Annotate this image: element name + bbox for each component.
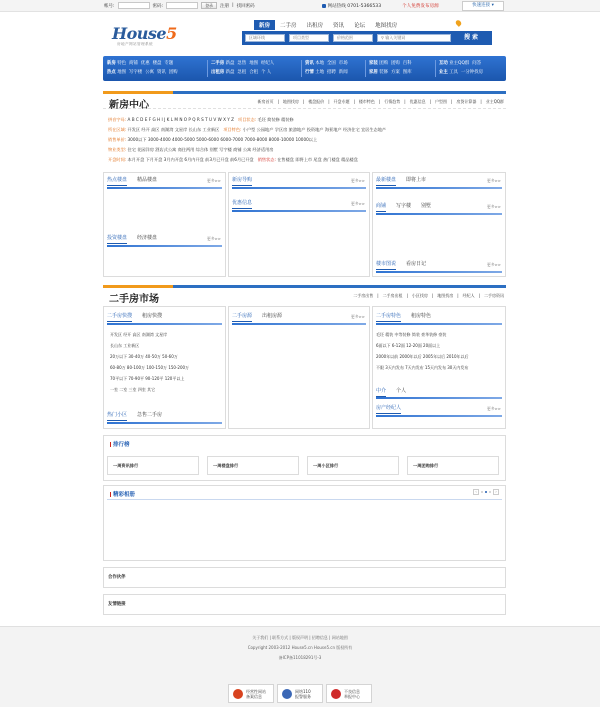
site-logo[interactable]: House5: [112, 24, 177, 43]
chevron-right-icon[interactable]: ›: [493, 489, 499, 495]
nav-link[interactable]: 新闻: [338, 70, 348, 75]
features-rows: [376, 329, 469, 373]
district-select[interactable]: 区域环线: [245, 34, 285, 42]
filter-row-price: 销售单价: 3000以下 3000-4000 4000-5000 5000-6000 6000-7000 7000-8000 8000-10000 10000以上: [108, 137, 318, 142]
nav-link[interactable]: 问答: [472, 61, 482, 66]
more-link[interactable]: 更多>>: [487, 406, 501, 411]
nav-link[interactable]: 地图: [117, 70, 126, 75]
nav-link[interactable]: 团购: [379, 61, 388, 66]
newhouse-link[interactable]: 地图找房: [282, 99, 299, 104]
tab-villas[interactable]: 别墅: [421, 203, 432, 209]
secondhand-links: 二手房出售 | 二手房出租 | 小区找房 | 地图找房 | 经纪人 | 二手房资讯: [353, 293, 504, 298]
nav-link[interactable]: 公寓: [145, 70, 154, 75]
friendlinks-title: 友情链接: [108, 602, 126, 607]
more-link[interactable]: 更多>>: [487, 178, 501, 183]
chevron-down-icon: ▾: [491, 3, 494, 8]
phone-icon: [322, 4, 326, 8]
list-item[interactable]: 一室 二室 三室 四室 其它: [110, 387, 156, 392]
quicksearch-rows: [110, 329, 189, 395]
tab-economy-buildings[interactable]: 经济楼盘: [137, 235, 158, 241]
nav-link[interactable]: 方案: [391, 70, 400, 75]
account-input[interactable]: [118, 2, 150, 9]
secondhand-box-quicksearch: [103, 306, 226, 429]
nav-link[interactable]: 招聘: [327, 70, 336, 75]
newhouse-link[interactable]: 行情趋势: [384, 99, 401, 104]
secondhand-link[interactable]: 二手房出租: [382, 293, 403, 298]
forgot-password-link[interactable]: 找回密码: [236, 3, 255, 9]
tab-individual[interactable]: 个人: [396, 388, 407, 394]
tab-secondhand-features[interactable]: 二手房特色: [376, 312, 401, 322]
filter-row-opening: 开盘时间: 本月开盘 下月开盘 3月内开盘 6月内开盘 前3月已开盘 前6月已开盘 销售状态: 在售楼盘 即将上市 尾盘 热门楼盘 精品楼盘: [108, 157, 358, 162]
secondhand-header: [103, 285, 506, 305]
nav-link[interactable]: 市场: [338, 61, 348, 66]
tab-agency[interactable]: 中介: [376, 387, 386, 397]
nav-link[interactable]: 土地: [315, 70, 324, 75]
newhouse-links: 新房首页 | 地图找房 | 楼盘报价 | 开盘专题 | 楼市特色 | 行情趋势 | 优惠信息 | 户型图 | 房贷计算器 | 业主QQ群: [257, 99, 504, 104]
more-link[interactable]: 更多>>: [351, 314, 365, 319]
list-item[interactable]: 2000年以前 2000年以后 2005年以后 2010年以后: [376, 354, 469, 359]
login-form: 帐号: 密码: 登录 注册 | 找回密码: [104, 3, 255, 9]
nav-link[interactable]: 急租: [237, 70, 247, 75]
main-nav: [103, 56, 506, 81]
more-link[interactable]: 更多>>: [207, 236, 221, 241]
list-item[interactable]: 长山东 工业新区: [110, 343, 140, 348]
tab-map[interactable]: 地图找房: [375, 23, 398, 29]
search-tabs: [254, 20, 402, 30]
tab-secondhand[interactable]: 二手房: [280, 23, 297, 29]
more-link[interactable]: 更多>>: [487, 204, 501, 209]
filter-row-district: 所在区域: 开发区 经开 高区 南湖湾 文星岸 长山东 工业新区 项目特色: 小户型 公园地产 学区房 旅游地产 投资地产 海景地产 经济住宅 宜居生态地产: [108, 127, 387, 132]
tab-hot-buildings[interactable]: 热点楼盘: [107, 176, 127, 186]
report-icon: [331, 689, 341, 699]
ranking-item[interactable]: 一周资讯排行: [107, 456, 199, 475]
pager-dot[interactable]: [485, 491, 487, 493]
nav-link[interactable]: 全国: [327, 61, 336, 66]
filter-row-pinyin: 拼音字母: A B C D E F G H I J K L M N O P Q R S T U V W X Y Z 项目状态: 毛坯 简装修 精装修: [108, 117, 294, 122]
nav-group-interactive: 互动 业主QQ群 问答 业主 工具 一分钟找房: [439, 61, 483, 75]
type-select[interactable]: 项目类型: [289, 34, 329, 42]
top-bar: [0, 0, 600, 12]
more-link[interactable]: 更多>>: [351, 178, 365, 183]
password-label: 密码:: [152, 3, 164, 9]
price-select[interactable]: 价格范围: [333, 34, 373, 42]
albums-section: [103, 485, 506, 561]
newhouse-box-guide: [228, 172, 370, 277]
hotline: 网站热线 0701-5366533: [322, 3, 381, 9]
quick-links-dropdown[interactable]: 快速连接 ▾: [462, 1, 504, 11]
tab-coming-soon[interactable]: 即将上市: [406, 177, 427, 183]
footer-copyright: Copyright 2003-2012 House5.cn House5.cn 版权所有: [247, 645, 353, 650]
list-item[interactable]: 6面以下 6-12面 12-20面 20面以上: [376, 343, 441, 348]
nav-group-secondhand: 二手房 新盘 急售 地图 经纪人 出租房 新盘 急租 合租 个 人: [211, 61, 275, 75]
secondhand-link[interactable]: 二手房出售: [353, 293, 374, 298]
newhouse-link[interactable]: 楼市特色: [358, 99, 375, 104]
nav-link[interactable]: 优惠: [140, 61, 150, 66]
newhouse-header: [103, 91, 506, 111]
search-button[interactable]: 搜 索: [463, 34, 479, 41]
secondhand-link[interactable]: 经纪人: [462, 293, 475, 298]
nav-link[interactable]: 团购: [391, 61, 400, 66]
tab-rental-features[interactable]: 租房特色: [411, 313, 432, 319]
search-bar: [242, 31, 492, 45]
ranking-title: 排行榜: [110, 440, 130, 448]
nav-link[interactable]: 团购: [168, 70, 178, 75]
list-item[interactable]: 60-80万 80-100万 100-150万 150-200万: [110, 365, 190, 370]
ranking-section: [103, 435, 506, 481]
nav-link[interactable]: 地图: [249, 61, 258, 66]
tab-forum[interactable]: 论坛: [354, 23, 366, 29]
ranking-item[interactable]: 一周团购排行: [407, 456, 499, 475]
more-link[interactable]: 更多>>: [487, 262, 501, 267]
newhouse-link[interactable]: 楼盘报价: [308, 99, 325, 104]
nav-link[interactable]: 商铺: [129, 61, 138, 66]
tab-news[interactable]: 资讯: [333, 23, 345, 29]
nav-group-newhouse: 新房 特色 商铺 优惠 楼盘 专题 热点 地图 写字楼 公寓 资讯 团购: [107, 61, 178, 75]
nav-group-news: 资讯 本地 全国 市场 行情 土地 招聘 新闻: [305, 61, 348, 75]
secondhand-link[interactable]: 地图找房: [437, 293, 454, 298]
password-input[interactable]: [166, 2, 198, 9]
nav-link[interactable]: 写字楼: [129, 70, 143, 75]
nav-link[interactable]: 新盘: [225, 61, 235, 66]
tab-hot-communities[interactable]: 热门小区: [107, 411, 127, 421]
secondhand-link[interactable]: 二手房资讯: [484, 293, 504, 298]
chevron-left-icon[interactable]: ‹: [473, 489, 479, 495]
tab-secondhand-listings[interactable]: 二手房源: [232, 312, 252, 322]
newhouse-link[interactable]: 新房首页: [257, 99, 274, 104]
nav-link[interactable]: 资讯: [156, 70, 166, 75]
nav-link[interactable]: 百科: [402, 61, 412, 66]
partners-section: [103, 567, 506, 588]
newhouse-link[interactable]: 开盘专题: [333, 99, 350, 104]
tab-secondhand-quicksearch[interactable]: 二手房快搜: [107, 312, 132, 322]
nav-link[interactable]: 特色: [117, 61, 126, 66]
newhouse-link[interactable]: 业主QQ群: [485, 99, 504, 104]
map-pin-icon[interactable]: [455, 19, 463, 27]
nav-link[interactable]: 楼盘: [152, 61, 162, 66]
nav-link[interactable]: 急售: [237, 61, 247, 66]
more-link[interactable]: 更多>>: [207, 178, 221, 183]
nav-link[interactable]: 一分钟找房: [461, 70, 483, 75]
nav-link[interactable]: 图库: [402, 70, 412, 75]
footer-links[interactable]: 关于我们 | 联系方式 | 版权声明 | 招聘信息 | 网站地图: [252, 635, 348, 640]
list-item[interactable]: 70平以下 70-90平 90-120平 120平以上: [110, 376, 185, 381]
shield-icon: [233, 689, 243, 699]
list-item[interactable]: 开发区 经开 高区 南湖湾 文星岸: [110, 332, 168, 337]
logo-subtitle: 房地产网站管理系统: [117, 42, 153, 46]
tab-discount-info[interactable]: 优惠信息: [232, 199, 252, 209]
album-pager: [473, 489, 499, 495]
tab-newhouse-guide[interactable]: 新房导购: [232, 176, 252, 186]
newhouse-box-hot: [103, 172, 226, 277]
badge-report-center[interactable]: 不良信息 举报中心: [326, 684, 372, 703]
tab-offices[interactable]: 写字楼: [396, 203, 412, 209]
newhouse-link[interactable]: 房贷计算器: [456, 99, 477, 104]
more-link[interactable]: 更多>>: [351, 201, 365, 206]
search-icon: ⚲: [381, 35, 384, 40]
tab-rental-listings[interactable]: 出租房源: [262, 313, 283, 319]
tab-urgent-sale[interactable]: 急售二手房: [137, 412, 163, 418]
account-label: 帐号:: [104, 3, 115, 9]
pager-dot[interactable]: [489, 491, 491, 493]
nav-link[interactable]: 个 人: [260, 70, 272, 75]
nav-link[interactable]: 专题: [164, 61, 174, 66]
secondhand-box-listings: [228, 306, 370, 429]
ranking-item[interactable]: 一周小区排行: [307, 456, 399, 475]
filter-row-type: 物业类型: 住宅 花园洋房 酒店式公寓 商住两用 综合体 别墅 写字楼 商铺 公寓 经济适用房: [108, 147, 274, 152]
nav-group-decoration: 家装 团购 团购 百科 家居 装修 方案 图库: [369, 61, 412, 75]
partners-title: 合作伙伴: [108, 575, 126, 580]
nav-link[interactable]: 合租: [249, 70, 258, 75]
secondhand-title: 二手房市场: [109, 294, 159, 305]
secondhand-box-features: [372, 306, 506, 429]
police-badge-icon: [282, 689, 292, 699]
list-item[interactable]: 毛坯 精装 中等装修 简装 豪华装修 豪装: [376, 332, 447, 337]
tab-premium-buildings[interactable]: 精品楼盘: [137, 177, 158, 183]
tab-rental-quicksearch[interactable]: 租房快搜: [142, 313, 163, 319]
newhouse-link[interactable]: 户型图: [434, 99, 447, 104]
nav-link[interactable]: 新盘: [225, 70, 235, 75]
list-item[interactable]: 20万以下 30-40万 40-50万 50-60万: [110, 354, 178, 359]
secondhand-link[interactable]: 小区找房: [411, 293, 428, 298]
tab-newhouse[interactable]: 新房: [254, 20, 275, 30]
nav-link[interactable]: 装修: [379, 70, 388, 75]
newhouse-link[interactable]: 优惠信息: [409, 99, 426, 104]
nav-link[interactable]: 业主QQ群: [449, 61, 470, 66]
tab-market-pictures[interactable]: 楼市图说: [376, 260, 396, 270]
tab-investment-buildings[interactable]: 投资楼盘: [107, 234, 127, 244]
login-button[interactable]: 登录: [201, 2, 217, 9]
albums-title: 精彩相册: [110, 490, 135, 498]
nav-link[interactable]: 经纪人: [260, 61, 275, 66]
tab-rental[interactable]: 出租房: [306, 23, 324, 29]
list-item[interactable]: 不限 3天内发布 7天内发布 15天内发布 30天内发布: [376, 365, 469, 370]
tab-latest-buildings[interactable]: 最新楼盘: [376, 176, 396, 186]
search-input[interactable]: ⚲ 输入关键词: [377, 34, 451, 42]
footer-icp: 备ICP备11018291号-3: [278, 655, 322, 660]
ranking-item[interactable]: 一周楼盘排行: [207, 456, 299, 475]
tab-agents[interactable]: 房产经纪人: [376, 404, 401, 414]
free-publish-link[interactable]: 个人免费发布房源: [402, 4, 439, 9]
friendlinks-section: [103, 594, 506, 615]
register-link[interactable]: 注册: [220, 3, 230, 9]
nav-link[interactable]: 本地: [315, 61, 324, 66]
tab-viewing-diary[interactable]: 看房日记: [406, 261, 427, 267]
pager-dot[interactable]: [481, 491, 483, 493]
nav-link[interactable]: 工具: [449, 70, 458, 75]
badge-record-info[interactable]: 经营性网站 备案信息: [228, 684, 274, 703]
newhouse-box-latest: [372, 172, 506, 277]
badge-police-110[interactable]: 网络110 报警服务: [277, 684, 323, 703]
newhouse-title: 新房中心: [109, 100, 149, 111]
tab-shops[interactable]: 商铺: [376, 202, 386, 212]
